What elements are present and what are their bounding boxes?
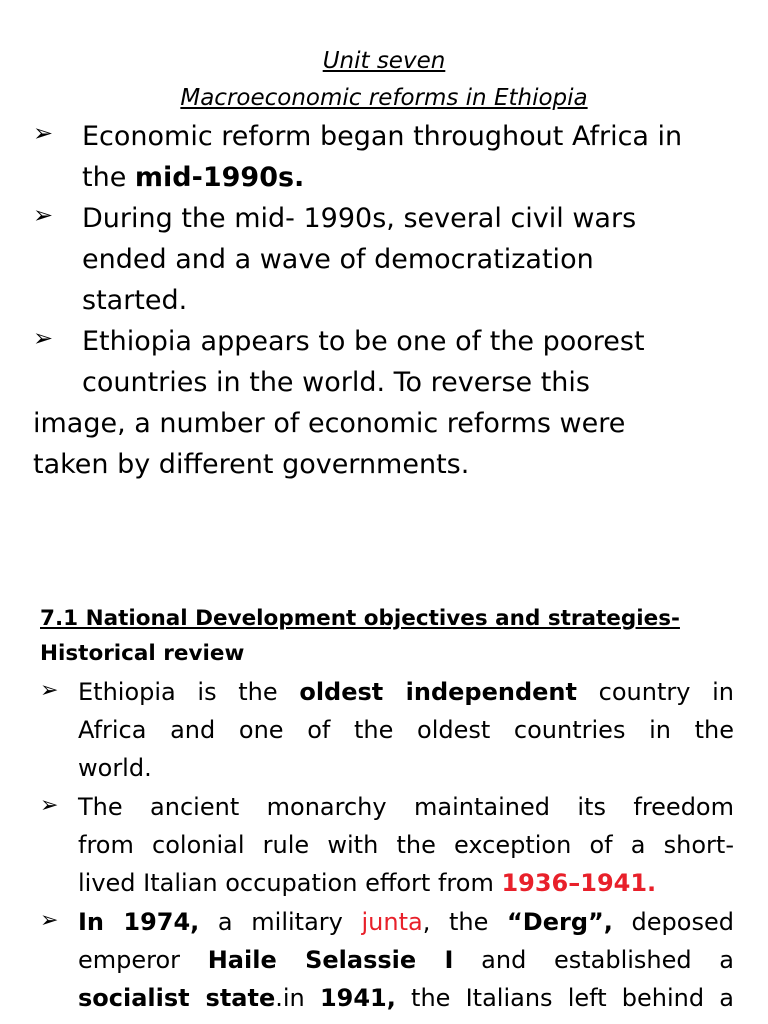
bullet-3-line-3: socialist state.in 1941, the Italians left behind a — [78, 984, 734, 1012]
bullet-1-line-1: Ethiopia is the oldest independent country in — [78, 678, 734, 706]
slide-title: Unit seven — [322, 48, 446, 74]
emphasis-year-1974: In 1974, — [78, 908, 200, 936]
slide-subtitle: Macroeconomic reforms in Ethiopia — [180, 85, 588, 111]
bullet-3-line-2: emperor Haile Selassie I and established a — [78, 946, 734, 974]
bullet-arrow-icon: ➢ — [40, 793, 59, 818]
emphasis-mid-1990s: mid-1990s. — [134, 162, 305, 193]
section-subheading: Historical review — [40, 641, 245, 666]
emphasis-haile-selassie: Haile Selassie I — [207, 946, 454, 974]
bullet-1-line-2: the mid-1990s. — [82, 162, 305, 193]
emphasis-oldest-independent: oldest independent — [299, 678, 577, 706]
bullet-3-line-2: countries in the world. To reverse this — [82, 367, 590, 398]
bullet-2-line-2: from colonial rule with the exception of a short- — [78, 831, 734, 859]
bullet-3-line-3: image, a number of economic reforms were — [33, 408, 626, 439]
emphasis-socialist-state: socialist state — [78, 984, 276, 1012]
bullet-3-line-4: taken by different governments. — [33, 449, 470, 480]
bullet-2-line-3: lived Italian occupation effort from 1936–1941. — [78, 869, 657, 897]
slide-historical-review — [0, 512, 768, 1024]
bullet-1-line-3: world. — [78, 754, 152, 782]
bullet-arrow-icon: ➢ — [33, 324, 54, 352]
emphasis-year-1941: 1941, — [319, 984, 396, 1012]
section-heading: 7.1 National Development objectives and strategies- — [40, 606, 680, 631]
bullet-arrow-icon: ➢ — [40, 908, 59, 933]
bullet-2-line-1: During the mid- 1990s, several civil wars — [82, 203, 637, 234]
bullet-1-line-1: Economic reform began throughout Africa in — [82, 121, 683, 152]
emphasis-derg: “Derg”, — [507, 908, 613, 936]
highlight-occupation-years: 1936–1941. — [501, 869, 657, 897]
bullet-arrow-icon: ➢ — [33, 119, 54, 147]
bullet-2-line-3: started. — [82, 285, 188, 316]
highlight-junta: junta — [361, 908, 423, 936]
bullet-3-line-1: In 1974, a military junta, the “Derg”, deposed — [78, 908, 734, 936]
bullet-arrow-icon: ➢ — [40, 678, 59, 703]
bullet-arrow-icon: ➢ — [33, 201, 54, 229]
bullet-2-line-1: The ancient monarchy maintained its freedom — [78, 793, 734, 821]
bullet-3-line-1: Ethiopia appears to be one of the poorest — [82, 326, 645, 357]
bullet-1-line-2: Africa and one of the oldest countries in the — [78, 716, 734, 744]
bullet-2-line-2: ended and a wave of democratization — [82, 244, 594, 275]
